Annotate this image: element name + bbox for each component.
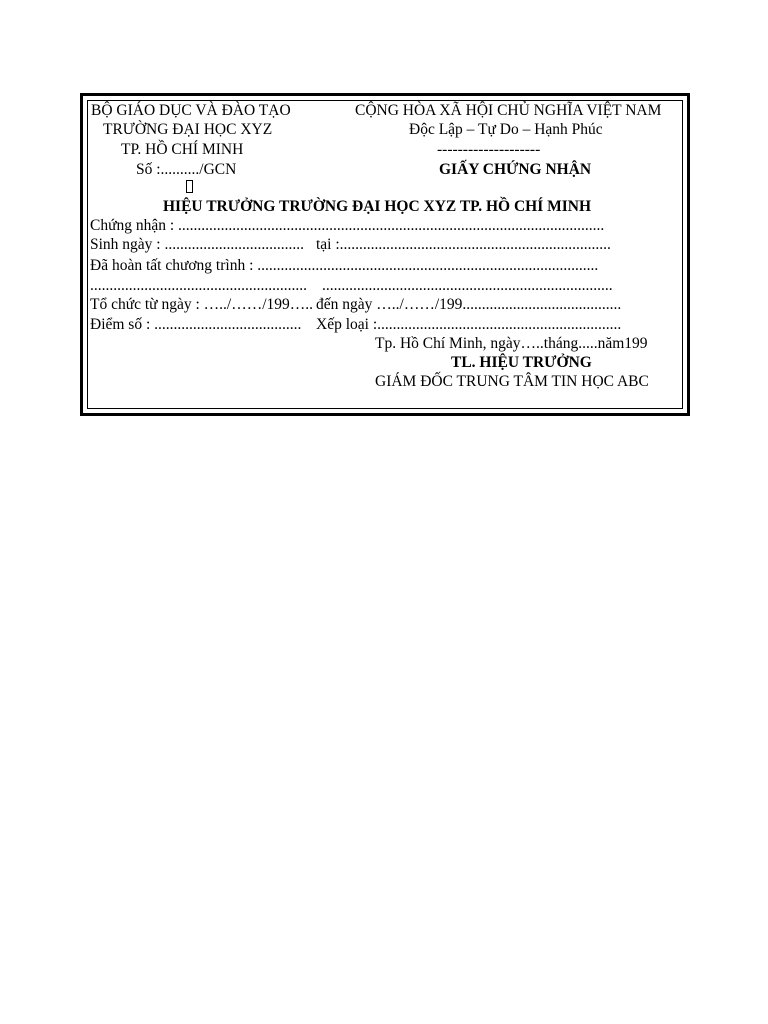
completed-program-field: Đã hoàn tất chương trình : ........................................................................................ [90, 257, 599, 274]
continuation-right: ........................................................................... [322, 277, 613, 294]
certificate-number: Số :........../GCN [136, 161, 237, 178]
document-title: GIẤY CHỨNG NHẬN [439, 161, 592, 178]
organized-to-field: đến ngày …../……/199......................................... [316, 296, 622, 313]
city-name: TP. HỒ CHÍ MINH [121, 141, 244, 158]
university-name: TRƯỜNG ĐẠI HỌC XYZ [103, 121, 273, 138]
issuer-line: HIỆU TRƯỞNG TRƯỜNG ĐẠI HỌC XYZ TP. HỒ CHÍ MINH [163, 198, 592, 215]
rank-field: Xếp loại :............................................................... [316, 316, 622, 333]
country-name: CỘNG HÒA XÃ HỘI CHỦ NGHĨA VIỆT NAM [355, 102, 662, 119]
place-date-line: Tp. Hồ Chí Minh, ngày…..tháng.....năm199 [375, 335, 648, 352]
signer-title: GIÁM ĐỐC TRUNG TÂM TIN HỌC ABC [375, 373, 649, 390]
organized-from-field: Tổ chức từ ngày : …../……/199….. [90, 296, 314, 313]
score-field: Điểm số : ...................................... [90, 316, 302, 333]
birth-place-field: tại :...................................................................... [316, 236, 611, 253]
text-cursor-icon [186, 180, 193, 193]
national-motto: Độc Lập – Tự Do – Hạnh Phúc [409, 121, 603, 138]
on-behalf-title: TL. HIỆU TRƯỞNG [451, 354, 592, 371]
ministry-name: BỘ GIÁO DỤC VÀ ĐÀO TẠO [91, 102, 291, 119]
header-separator: -------------------- [437, 141, 541, 158]
certifies-field: Chứng nhận : .............................................................................................................. [90, 217, 605, 234]
continuation-left: ........................................................ [90, 277, 307, 294]
birth-date-field: Sinh ngày : .................................... [90, 236, 304, 253]
